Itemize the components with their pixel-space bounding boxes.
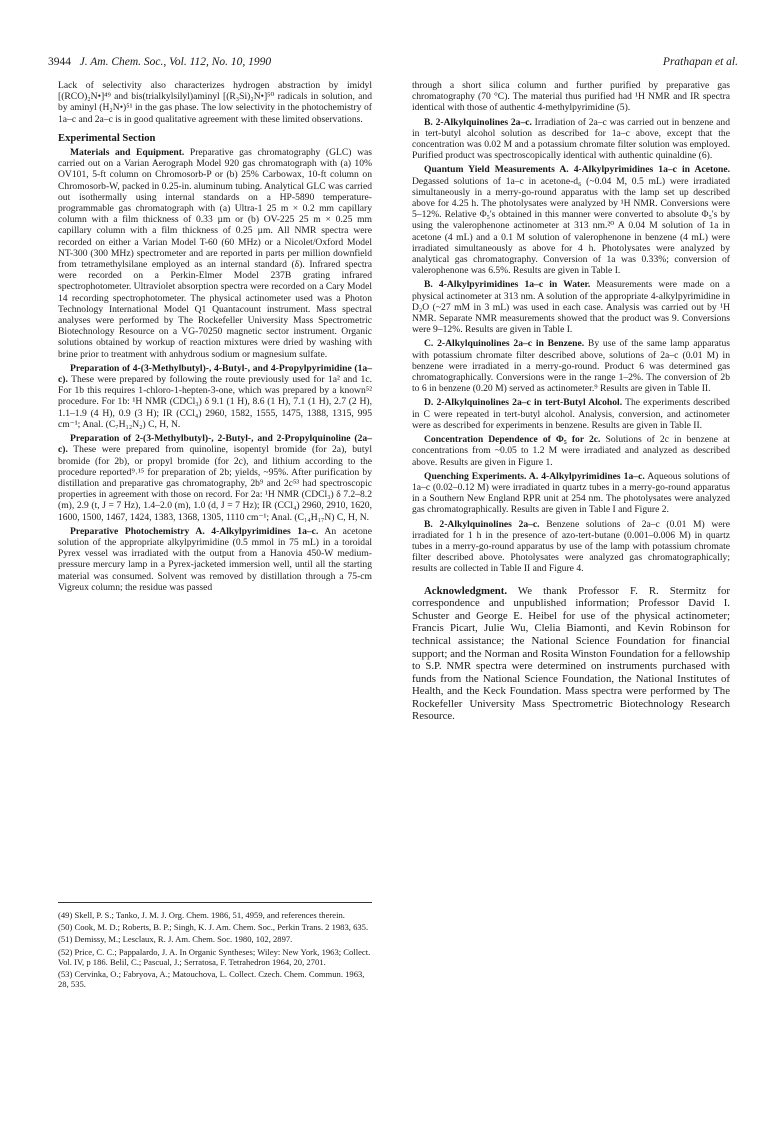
photochem-paragraph <box>58 526 372 593</box>
footnote: (51) Demissy, M.; Lesclaux, R. J. Am. Chem. Soc. 1980, 102, 2897. <box>58 934 293 945</box>
footnote: (53) Cervinka, O.; Fabryova, A.; Matouchova, L. Collect. Czech. Chem. Commun. 1963, 28, 535. <box>58 969 365 990</box>
run-in-heading: B. 2-Alkylquinolines 2a–c. <box>424 518 540 530</box>
paragraph-text: We thank Professor F. R. Stermitz for correspondence and unpublished information; Professor David I. Schuster and George E. Heibel for use of the physical actinometer; Francis Picart, Julie Wu, Clelia Biamonti, and Kevin Robinson for technical assistance; the National Science Foundation for financial support; and the Norman and Rosita Winston Foundation for a fellowship to S.P. NMR spectra were determined on instruments purchased with funds from the National Science Foundation, the National Institutes of Health, and the Keck Foundation. Mass spectra were performed by The Rockefeller University Mass Spectrometric Biotechnology Research Resource. <box>412 584 730 723</box>
run-in-heading: Preparative Photochemistry A. 4-Alkylpyrimidines 1a–c. <box>70 525 319 537</box>
run-in-heading: Preparation of 2-(3-Methylbutyl)-, 2-Butyl-, and 2-Propylquinoline (2a–c). <box>58 433 372 456</box>
quench-b-paragraph <box>412 519 730 575</box>
paragraph-text: Irradiation of 2a–c was carried out in benzene and in tert-butyl alcohol solution as described for 1a–c above, except that the concentration was 0.02 M and a potassium chromate filter solution was employed. Purified product was spectroscopically identical with authentic quinaldine (6). <box>412 116 730 162</box>
run-in-heading: Materials and Equipment. <box>70 147 185 159</box>
page-header <box>48 56 738 72</box>
paragraph-text: By use of the same lamp apparatus with potassium chromate filter described above, solutions of 2a–c (0.01 M) in benzene were irradiated in a merry-go-round. Product 6 was determined gas chromatographically. Conversions were in the range 1–2%. The conversion of 2b to 6 in benzene (0.20 M) served as actinometer.⁹ Results are given in Table II. <box>412 338 730 395</box>
paragraph-text: Solutions of 2c in benzene at concentrations from ~0.05 to 1.2 M were irradiated and analyzed as described above. Results are given in Figure 1. <box>412 434 731 468</box>
footnote: (50) Cook, M. D.; Roberts, B. P.; Singh, K. J. Am. Chem. Soc., Perkin Trans. 2 1983, 635. <box>58 922 369 933</box>
paragraph-text: Benzene solutions of 2a–c (0.01 M) were irradiated for 1 h in the presence of azo-tert-butane (0.001–0.006 M) in quartz tubes in a merry-go-round apparatus by use of the lamp with potassium chromate filter described above. Photolysates were analyzed gas chromatographically; results are collected in Table II and Figure 4. <box>412 518 731 575</box>
header-authors: Prathapan et al. <box>662 56 738 68</box>
footnote: (52) Price, C. C.; Pappalardo, J. A. In Organic Syntheses; Wiley: New York, 1963; Collect. Vol. IV, p 186. Belil, C.; Pascual, J.; Serratosa, F. Tetrahedron 1964, 20, 2701. <box>58 946 371 967</box>
run-in-heading: Quenching Experiments. A. 4-Alkylpyrimidines 1a–c. <box>424 470 645 482</box>
footnotes <box>58 910 372 991</box>
run-in-heading: Acknowledgment. <box>424 584 508 597</box>
benzene-paragraph <box>412 338 730 394</box>
paragraph-text: Degassed solutions of 1a–c in acetone-d₆ (~0.04 M, 0.5 mL) were irradiated simultaneously in a merry-go-round apparatus with the lamp set up described above for 4.25 h. The photolysates were analyzed by ¹H NMR. Conversions were 5–12%. Relative Φ₅'s obtained in this manner were converted to absolute Φ₅'s by using the valerophenone actinometer at 313 nm.²⁰ A 0.04 M solution of 1a in acetone (4 mL) and a 0.1 M solution of valerophenone in benzene (4 mL) were irradiated simultaneously as above for 4 h. Photolysates were analyzed by analytical gas chromatography. Conversion of 1a was 0.33%; conversion of valerophenone was 6.5%. Results are given in Table I. <box>412 175 730 277</box>
prep1-paragraph <box>58 363 372 430</box>
run-in-heading: C. 2-Alkylquinolines 2a–c in Benzene. <box>424 338 585 350</box>
run-in-heading: B. 4-Alkylpyrimidines 1a–c in Water. <box>424 279 591 291</box>
b1-paragraph <box>412 117 730 162</box>
left-column <box>58 80 372 596</box>
section-heading: Experimental Section <box>58 132 156 144</box>
footnote-rule <box>58 902 372 903</box>
journal-name: J. Am. Chem. Soc., Vol. 112, No. 10, 1990 <box>79 56 272 68</box>
run-in-heading: D. 2-Alkylquinolines 2a–c in tert-Butyl Alcohol. <box>424 397 623 409</box>
tbutyl-paragraph <box>412 397 730 431</box>
continuation-paragraph: through a short silica column and further purified by preparative gas chromatography (70 °C). The material thus purified had ¹H NMR and IR spectra identical with those of authentic 4-methylpyrimidine (5). <box>412 80 730 114</box>
footnote: (49) Skell, P. S.; Tanko, J. M. J. Org. Chem. 1986, 51, 4959, and references therein. <box>58 910 345 920</box>
run-in-heading: B. 2-Alkylquinolines 2a–c. <box>424 116 532 128</box>
paragraph-text: Aqueous solutions of 1a–c (0.02–0.12 M) were irradiated in quartz tubes in a merry-go-round apparatus in a Southern New England RPR unit at 254 nm. The photolysates were analyzed gas chromatographically. Results are given in Table I and Figure 2. <box>412 470 730 516</box>
prep2-paragraph <box>58 433 372 523</box>
quantum-yield-paragraph <box>412 164 730 276</box>
paragraph-text: The experiments described in C were repeated in tert-butyl alcohol. Analysis, conversion, and actinometer were as described for experiments in benzene. Results are given in Table II. <box>412 397 730 431</box>
header-journal <box>48 56 271 68</box>
acknowledgment-paragraph <box>412 585 730 724</box>
intro-paragraph: Lack of selectivity also characterizes hydrogen abstraction by imidyl [(RCO)₂N•]⁴⁹ and bis(trialkylsilyl)aminyl [(R₃Si)₂N•]⁵⁰ radicals in solution, and by aminyl (H₂N•)⁵¹ in the gas phase. The low selectivity in the photochemistry of 1a–c and 2a–c is in good qualitative agreement with these limited observations. <box>58 80 372 125</box>
quenching-paragraph <box>412 471 730 516</box>
run-in-heading: Quantum Yield Measurements A. 4-Alkylpyrimidines 1a–c in Acetone. <box>424 164 730 176</box>
paragraph-text: An acetone solution of the appropriate alkylpyrimidine (0.5 mmol in 75 mL) in a toroidal Pyrex vessel was irradiated with the output from a Hanovia 450-W medium-pressure mercury lamp in a Pyrex-jacketed immersion well, until all the starting material was consumed. Solvent was removed by distillation through a 75-cm Vigreux column; the residue was passed <box>58 525 372 593</box>
right-column <box>412 80 730 726</box>
materials-paragraph <box>58 147 372 360</box>
page-number: 3944 <box>48 56 71 68</box>
paragraph-text: These were prepared from quinoline, isopentyl bromide (for 2a), butyl bromide (for 2b), or propyl bromide (for 2c), and lithium according to the procedure reported⁹˒¹⁵ for preparation of 2b; yields, ~95%. After purification by distillation and preparative gas chromatography, 2b⁹ and 2c⁵³ had spectroscopic properties in agreement with those on record. For 2a: ¹H NMR (CDCl₃) δ 7.2–8.2 (m), 2.9 (t, J = 7 Hz), 1.4–2.0 (m), 1.0 (d, J = 7 Hz); IR (CCl₄) 2960, 2910, 1620, 1600, 1500, 1467, 1424, 1383, 1368, 1305, 1110 cm⁻¹; Anal. (C₁₄H₁₇N) C, H, N. <box>58 444 372 523</box>
paragraph-text: Preparative gas chromatography (GLC) was carried out on a Varian Aerograph Model 920 gas chromatograph with (a) 10% OV101, 5-ft column on Chromosorb-P or (b) 25% Carbowax, 10-ft column on Chromosorb-W, packed in 0.25-in. aluminum tubing. Analytical GLC was carried out isothermally using internal standards on a HP-5890 temperature-programmable gas chromatograph with (a) Ultra-1 25 m × 0.2 mm capillary column with a film thickness of 0.33 µm or (b) OV-225 25 m × 0.25 mm capillary column with a film thickness of 0.25 µm. All NMR spectra were recorded on either a Varian Model T-60 (60 MHz) or a Nicolet/Oxford Model NT-300 (300 MHz) spectrometer and are reported in parts per million downfield from tetramethylsilane employed as an internal standard (δ). Infrared spectra were recorded on a Perkin-Elmer Model 237B grating infrared spectrophotometer. Ultraviolet absorption spectra were recorded on a Cary Model 14 recording spectrophotometer. The physical actinometer used was a Photon Technology International Model Q1 Quantacount instrument. Mass spectral analyses were performed by The Rockefeller University Mass Spectrometric Biotechnology Resource on a VG-70250 magnetic sector instrument. Organic solutions obtained by workup of reaction mixtures were dried by washing with brine prior to treatment with anhydrous sodium or magnesium sulfate. <box>58 147 372 360</box>
run-in-heading: Concentration Dependence of Φ₅ for 2c. <box>424 434 601 446</box>
paragraph-text: These were prepared by following the route previously used for 1a² and 1c. For 1b this requires 1-chloro-1-hepten-3-one, which was prepared by a known⁵² procedure. For 1b: ¹H NMR (CDCl₃) δ 9.1 (1 H), 8.6 (1 H), 7.1 (1 H), 2.7 (2 H), 1.1–1.9 (4 H), 0.9 (3 H); IR (CCl₄) 2960, 1582, 1555, 1475, 1388, 1315, 995 cm⁻¹; Anal. (C₇H₁₂N₂) C, H, N. <box>58 374 372 430</box>
paragraph-text: Measurements were made on a physical actinometer at 313 nm. A solution of the appropriate 4-alkylpyrimidine in D₂O (~27 mM in 3 mL) was used in each case. Analysis was carried out by ¹H NMR. Separate NMR measurements showed that the product was 9. Conversions were 9–12%. Results are given in Table I. <box>412 279 730 336</box>
run-in-heading: Preparation of 4-(3-Methylbutyl)-, 4-Butyl-, and 4-Propylpyrimidine (1a–c). <box>58 362 372 386</box>
concentration-paragraph <box>412 434 730 468</box>
water-paragraph <box>412 279 730 335</box>
